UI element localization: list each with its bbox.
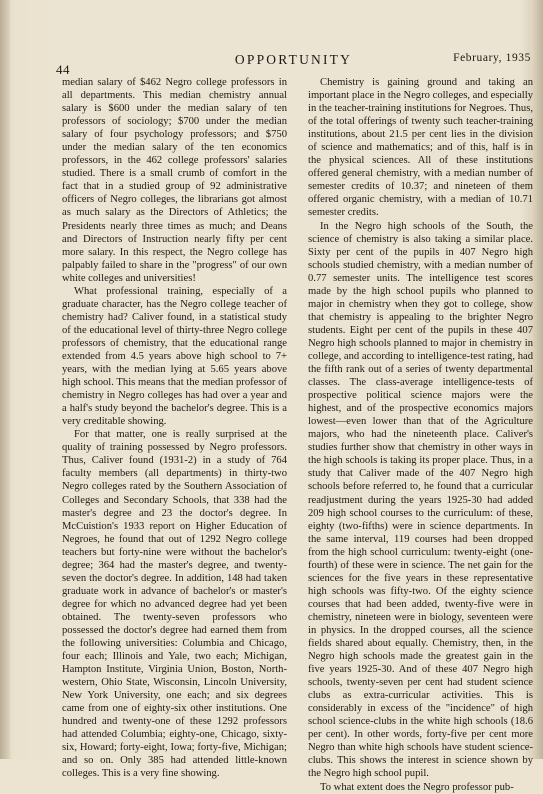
binding-shadow bbox=[0, 0, 10, 759]
right-text-column bbox=[308, 76, 533, 794]
paragraph: To what extent does the Negro professor pub- bbox=[320, 781, 514, 793]
paragraph: In the Negro high schools of the South, the science of chemistry is also taking a similar place. Sixty per cent of the pupils in 407 Negro high schools studied chemistry, with a median number of 0.77 semester units. The intelligence test scores made by the high school pupils who planned to major in chemistry when they got to college, show that chemistry is appealing to the brighter Negro students. Eight per cent of the pupils in these 407 Negro high schools planned to major in chemistry in college, and according to intelligence-test rating, had the fifth rank out of a series of twenty departmental classes. The class-average intelligence-tests of prospective political science majors were the highest, and of the prospective economics majors lowest—even lower than that of the Agriculture majors, who had the nineteenth place. Caliver's studies further show that chemistry in other ways in the high schools is taking its proper place. Thus, in a study that Caliver made of the 407 Negro high schools before referred to, he found that a curricular readjustment during the years 1925-30 had added 209 high school courses to the curriculum: of these, eighty (two-fifths) were in science departments. In the same interval, 119 courses had been dropped from the high school curriculum: twenty-eight (one-fourth) of these were in science. The net gain for the sciences for the five years in these representative high schools was fifty-two. Of the eighty science courses that had been added, twenty-five were in chemistry, nineteen were in biology, seventeen were in physics. In the dropped courses, all the science fields shared about equally. Chemistry, then, in the Negro high schools made the greatest gain in the five years 1925-30. And of these 407 Negro high schools, twenty-seven per cent had student science clubs as extra-curricular activities. This is considerably in excess of the "incidence" of high school science-clubs in the white high schools (18.6 per cent). In other words, forty-five per cent more Negro than white high schools have student science-clubs. This shows the interest in science shown by the Negro high school pupil. bbox=[308, 220, 533, 780]
running-header bbox=[56, 44, 531, 77]
paragraph: Chemistry is gaining ground and taking an important place in the Negro colleges, and especially in the teacher-training institutions for Negroes. Thus, of the total offerings of twenty such teacher-training institutions, about 21.5 per cent lies in the division of science and mathematics; and of this, half is in the physical sciences. All of these institutions offered general chemistry, with a median number of semester credits of 10.37; and nineteen of them offered organic chemistry, with a median of 10.71 semester credits. bbox=[308, 77, 533, 219]
paragraph: median salary of $462 Negro college professors in all departments. This median chemistry annual salary is $600 under the median salary of ten professors of sociology; $700 under the median salary of four psychology professors; and $750 under the median salary of the ten economics professors, in the 462 college professors' salaries studied. There is a small crumb of comfort in the fact that in a studied group of 92 administrative officers of Negro colleges, the librarians got almost as much salary as the Directors of Athletics; the Presidents nearly three times as much; and Deans and Directors of Instruction nearly fifty per cent more salary. In this respect, the Negro college has palpably failed to share in the "progress" of our own white colleges and universities! bbox=[62, 77, 287, 284]
paragraph: For that matter, one is really surprised at the quality of training possessed by Negro professors. Thus, Caliver found (1931-2) in a study of 764 faculty members (all departments) in thirty-two Negro colleges rated by the Southern Association of Colleges and Secondary Schools, that 338 had the master's degree and 23 the doctor's degree. In McCuistion's 1933 report on Higher Education of Negroes, he found that out of 1292 Negro college teachers but forty-nine were without the bachelor's degree; 364 had the master's degree, and twenty-seven the doctor's degree. In addition, 148 had taken graduate work in advance of bachelor's or master's degree for which no advanced degree had yet been obtained. The twenty-seven professors who possessed the doctor's degree had earned them from the following universities: Columbia and Chicago, four each; Illinois and Yale, two each; Michigan, Hampton Institute, Virginia Union, Boston, Northwestern, Ohio State, Wisconsin, Lincoln University, New York University, one each; and six degrees came from one of eighty-six other institutions. One hundred and twenty-one of these 1292 professors had attended Columbia; eighty-one, Chicago, sixty-six, Howard; forty-eight, Iowa; forty-five, Michigan; and so on. Only 385 had attended little-known colleges. This is a very fine showing. bbox=[62, 429, 287, 780]
page-number: 44 bbox=[56, 62, 70, 77]
issue-date: February, 1935 bbox=[453, 52, 531, 64]
paragraph: What professional training, especially of a graduate character, has the Negro college teacher of chemistry had? Caliver found, in a statistical study of the educational level of thirty-three Negro college professors of chemistry, that the educational range extended from 4.5 years above high school to 7+ years, with the median lying at 5.65 years above high school. This means that the median professor of chemistry in Negro colleges has had over a year and a half's study beyond the bachelor's degree. This is a very creditable showing. bbox=[62, 285, 287, 428]
left-text-column bbox=[62, 76, 287, 781]
journal-title: OPPORTUNITY bbox=[234, 52, 353, 67]
